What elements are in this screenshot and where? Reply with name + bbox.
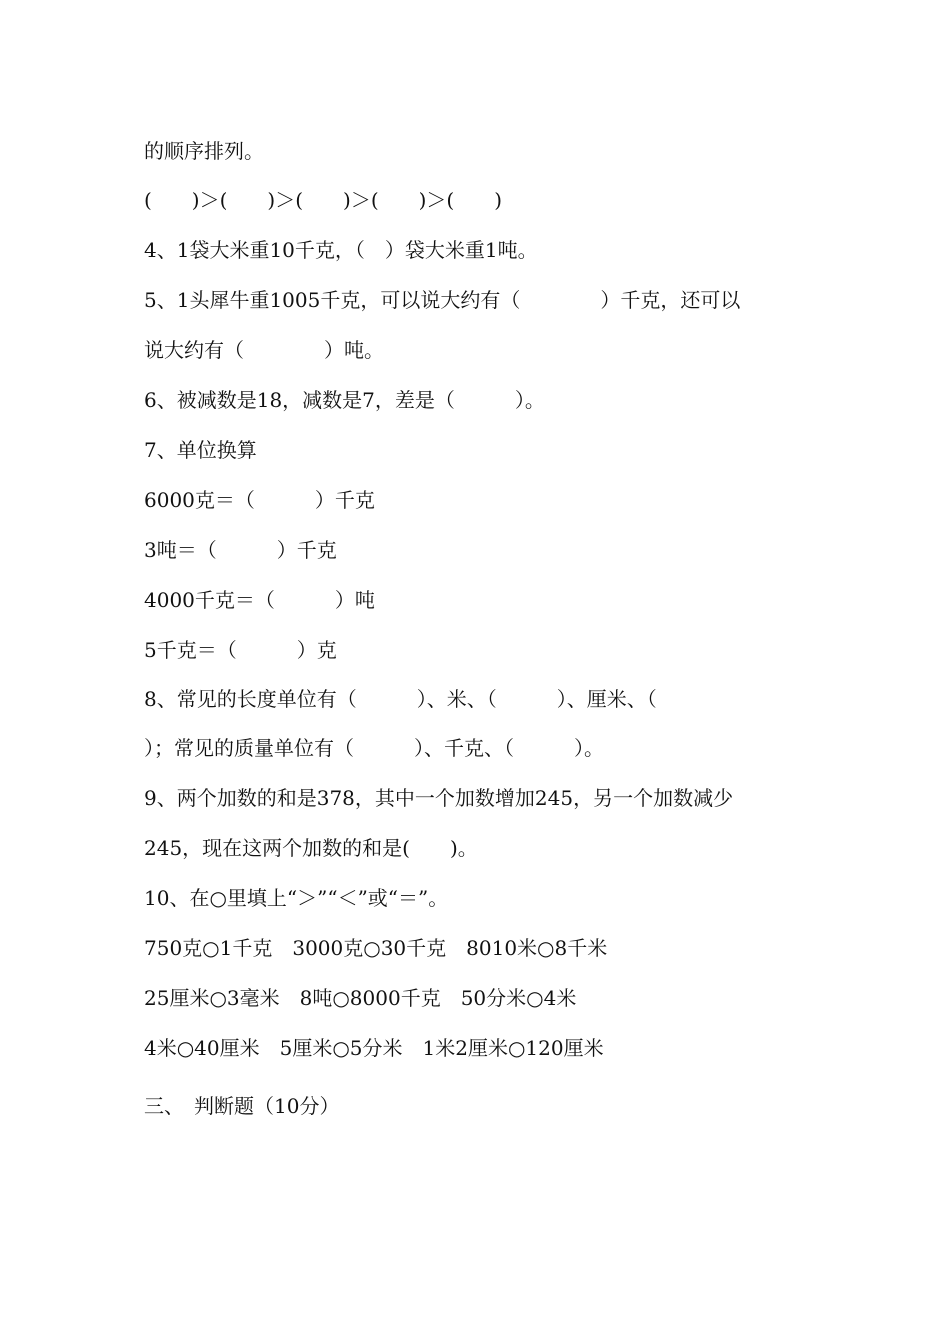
question-9-line-2: 245，现在这两个加数的和是( )。 — [144, 836, 478, 860]
compare-row-3: 4米○40厘米 5厘米○5分米 1米2厘米○120厘米 — [144, 1036, 604, 1060]
question-6: 6、被减数是18，减数是7，差是（ ）。 — [144, 388, 545, 412]
compare-row-1: 750克○1千克 3000克○30千克 8010米○8千米 — [144, 936, 608, 960]
question-5-line-1: 5、1头犀牛重1005千克，可以说大约有（ ）千克，还可以 — [144, 288, 741, 312]
conversion-item-4: 5千克＝（ ）克 — [144, 638, 337, 662]
question-5-line-2: 说大约有（ ）吨。 — [144, 338, 384, 362]
question-10-heading: 10、在○里填上“＞”“＜”或“＝”。 — [144, 886, 449, 910]
question-8-line-1: 8、常见的长度单位有（ ）、米、（ ）、厘米、（ — [144, 687, 657, 711]
question-8-line-2: ）；常见的质量单位有（ ）、千克、（ ）。 — [144, 736, 604, 760]
text-line-order-blanks: ( )＞( )＞( )＞( )＞( ) — [144, 188, 503, 212]
text-line-continuation: 的顺序排列。 — [144, 139, 264, 163]
conversion-item-3: 4000千克＝（ ）吨 — [144, 588, 375, 612]
question-7-heading: 7、单位换算 — [144, 438, 257, 462]
section-3-heading: 三、 判断题（10分） — [144, 1094, 340, 1118]
compare-row-2: 25厘米○3毫米 8吨○8000千克 50分米○4米 — [144, 986, 577, 1010]
question-9-line-1: 9、两个加数的和是378，其中一个加数增加245，另一个加数减少 — [144, 786, 734, 810]
conversion-item-2: 3吨＝（ ）千克 — [144, 538, 337, 562]
question-4: 4、1袋大米重10千克，（ ）袋大米重1吨。 — [144, 238, 538, 262]
conversion-item-1: 6000克＝（ ）千克 — [144, 488, 375, 512]
